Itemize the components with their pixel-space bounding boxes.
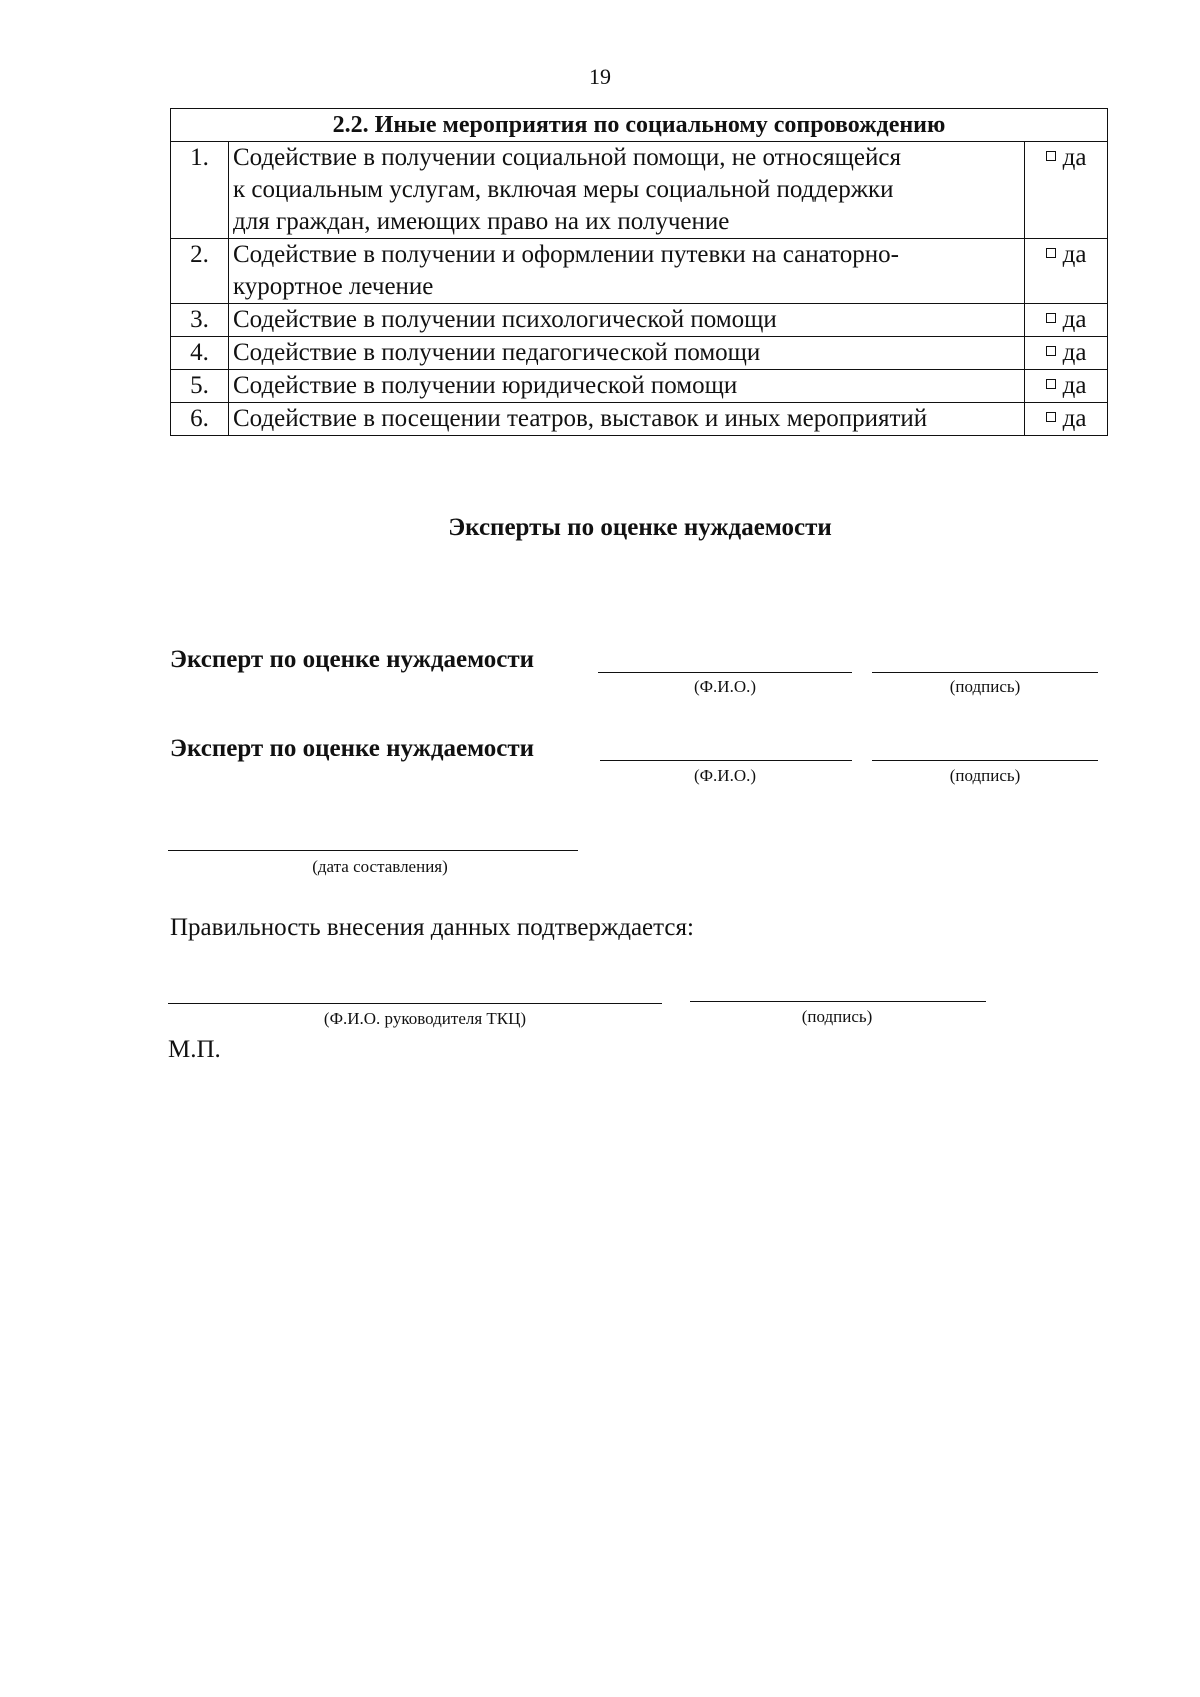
row-text-line: Содействие в посещении театров, выставок и иных мероприятий [233,405,928,432]
manager-name-line[interactable] [168,1003,662,1004]
answer-cell [1025,304,1108,337]
expert-signature-line[interactable] [872,760,1098,761]
checkbox[interactable] [1046,379,1056,389]
answer-cell [1025,337,1108,370]
name-caption: (Ф.И.О.) [693,766,757,785]
table-row [171,239,1108,304]
name-caption: (Ф.И.О.) [693,677,757,696]
expert-name-line[interactable] [598,672,852,673]
checkbox-label: да [1062,144,1087,171]
row-text-line: Содействие в получении юридической помощи [233,372,738,399]
row-number: 4. [171,337,229,370]
checkbox[interactable] [1046,151,1056,161]
answer-cell [1025,142,1108,239]
signature-caption: (подпись) [949,677,1021,696]
section-title: 2.2. Иные мероприятия по социальному сопровождению [171,109,1108,142]
row-text-line: курортное лечение [233,273,434,300]
row-text [229,304,1025,337]
row-number: 1. [171,142,229,239]
expert-signature-line[interactable] [872,672,1098,673]
signature-caption: (подпись) [949,766,1021,785]
checkbox[interactable] [1046,412,1056,422]
expert-name-line[interactable] [600,760,852,761]
row-text-line: для граждан, имеющих право на их получение [233,208,730,235]
experts-heading: Эксперты по оценке нуждаемости [448,514,832,541]
checkbox-label: да [1062,306,1087,333]
stamp-label: М.П. [168,1036,221,1063]
checkbox-label: да [1062,405,1087,432]
measures-table [170,108,1108,436]
row-text-line: Содействие в получении психологической помощи [233,306,777,333]
row-number: 5. [171,370,229,403]
date-caption: (дата составления) [312,857,448,876]
manager-signature-caption: (подпись) [801,1007,873,1026]
row-number: 2. [171,239,229,304]
table-row [171,337,1108,370]
table-row [171,142,1108,239]
table-row [171,304,1108,337]
row-text [229,142,1025,239]
row-text [229,370,1025,403]
row-text-line: к социальным услугам, включая меры социальной поддержки [233,176,894,203]
checkbox[interactable] [1046,248,1056,258]
row-number: 3. [171,304,229,337]
row-number: 6. [171,403,229,436]
row-text [229,403,1025,436]
row-text-line: Содействие в получении социальной помощи, не относящейся [233,144,901,171]
answer-cell [1025,370,1108,403]
checkbox-label: да [1062,339,1087,366]
row-text-line: Содействие в получении педагогической помощи [233,339,761,366]
table-row [171,370,1108,403]
date-line[interactable] [168,850,578,851]
answer-cell [1025,239,1108,304]
row-text-line: Содействие в получении и оформлении путевки на санаторно- [233,241,899,268]
checkbox-label: да [1062,241,1087,268]
confirmation-text: Правильность внесения данных подтверждается: [170,914,694,941]
expert-label: Эксперт по оценке нуждаемости [170,735,535,762]
row-text [229,337,1025,370]
manager-signature-line[interactable] [690,1001,986,1002]
table-header-row [171,109,1108,142]
row-text [229,239,1025,304]
page-number: 19 [589,64,611,89]
checkbox[interactable] [1046,313,1056,323]
table-row [171,403,1108,436]
checkbox-label: да [1062,372,1087,399]
expert-label: Эксперт по оценке нуждаемости [170,646,535,673]
checkbox[interactable] [1046,346,1056,356]
answer-cell [1025,403,1108,436]
manager-name-caption: (Ф.И.О. руководителя ТКЦ) [323,1009,527,1028]
